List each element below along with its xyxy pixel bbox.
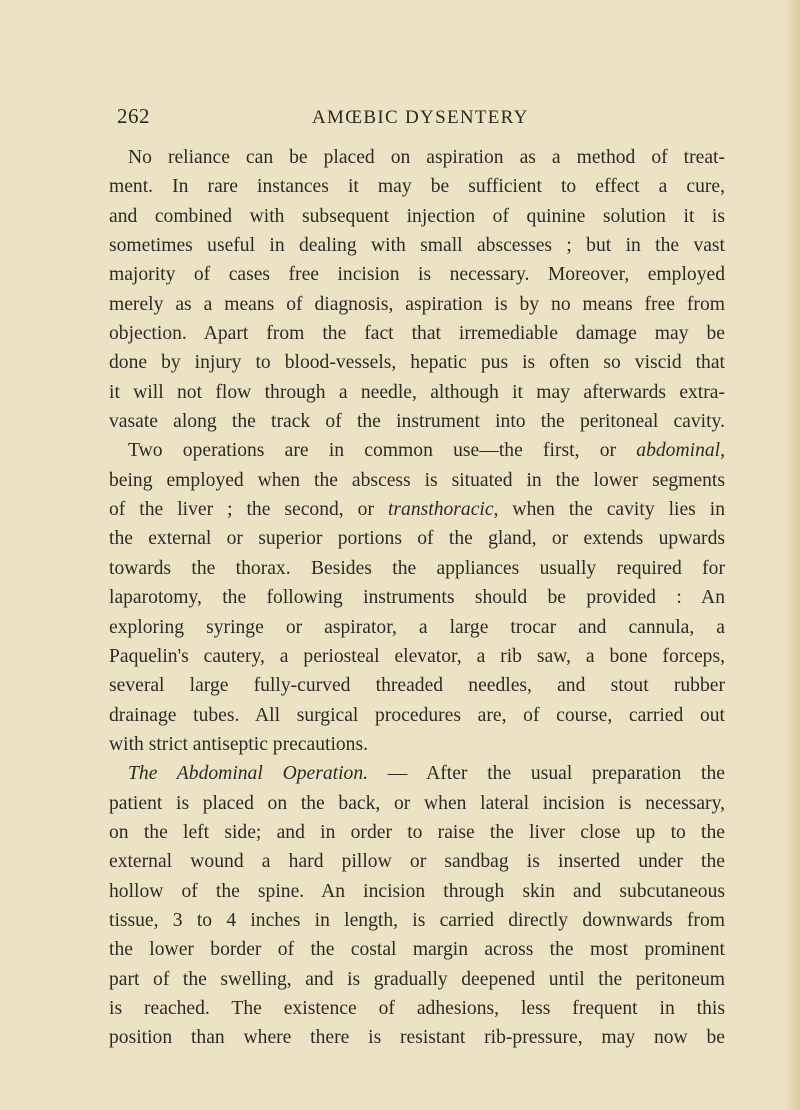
text-line: Paquelin's cautery, a periosteal elevator, a rib saw, a bone forceps,	[109, 645, 725, 667]
text-line: objection. Apart from the fact that irremediable damage may be	[109, 323, 725, 345]
text-line: the lower border of the costal margin across the most prominent	[109, 939, 725, 961]
section-heading-abdominal-operation: The Abdominal Operation.	[128, 763, 369, 785]
text-line: towards the thorax. Besides the appliances usually required for	[109, 557, 725, 579]
page-header	[117, 104, 757, 134]
text-line: The Abdominal Operation. — After the usual preparation the	[128, 763, 725, 785]
text-line: laparotomy, the following instruments should be provided : An	[109, 587, 725, 609]
text-line: with strict antiseptic precautions.	[109, 733, 369, 755]
text-line: part of the swelling, and is gradually deepened until the peritoneum	[109, 968, 725, 990]
text-line: hollow of the spine. An incision through skin and subcutaneous	[109, 880, 725, 902]
text-line: several large fully-curved threaded needles, and stout rubber	[109, 675, 725, 697]
text-line: vasate along the track of the instrument into the peritoneal cavity.	[109, 411, 725, 433]
text-line: of the liver ; the second, or transthoracic, when the cavity lies in	[109, 499, 725, 521]
text-line: the external or superior portions of the gland, or extends upwards	[109, 528, 725, 550]
italic-term-transthoracic: transthoracic,	[387, 499, 499, 521]
text-line: exploring syringe or aspirator, a large trocar and cannula, a	[109, 616, 725, 638]
text-line: No reliance can be placed on aspiration as a method of treat-	[128, 147, 725, 168]
text-line: it will not flow through a needle, although it may afterwards extra-	[109, 381, 725, 403]
page-edge	[784, 0, 800, 1110]
text-line: Two operations are in common use—the first, or abdominal,	[128, 440, 725, 462]
text-line: ment. In rare instances it may be sufficient to effect a cure,	[109, 176, 725, 198]
text-line: position than where there is resistant rib-pressure, may now be	[109, 1027, 725, 1049]
text-line: on the left side; and in order to raise the liver close up to the	[109, 821, 725, 843]
text-line: and combined with subsequent injection of quinine solution it is	[109, 205, 725, 227]
page-number: 262	[117, 104, 150, 128]
text-line: drainage tubes. All surgical procedures are, of course, carried out	[109, 704, 725, 726]
text-line: external wound a hard pillow or sandbag is inserted under the	[109, 851, 725, 873]
text-line: tissue, 3 to 4 inches in length, is carried directly downwards from	[109, 909, 725, 931]
text-line: being employed when the abscess is situated in the lower segments	[109, 469, 725, 491]
text-line: patient is placed on the back, or when lateral incision is necessary,	[109, 792, 725, 814]
running-head: AMŒBIC DYSENTERY	[312, 107, 529, 128]
text-line: done by injury to blood-vessels, hepatic pus is often so viscid that	[109, 352, 725, 374]
body-text	[109, 143, 725, 1053]
text-line: sometimes useful in dealing with small abscesses ; but in the vast	[109, 235, 725, 257]
text-line: merely as a means of diagnosis, aspiration is by no means free from	[109, 293, 725, 315]
italic-term-abdominal: abdominal,	[636, 440, 725, 462]
text-line: majority of cases free incision is necessary. Moreover, employed	[109, 264, 725, 286]
text-line: is reached. The existence of adhesions, less frequent in this	[109, 997, 725, 1019]
